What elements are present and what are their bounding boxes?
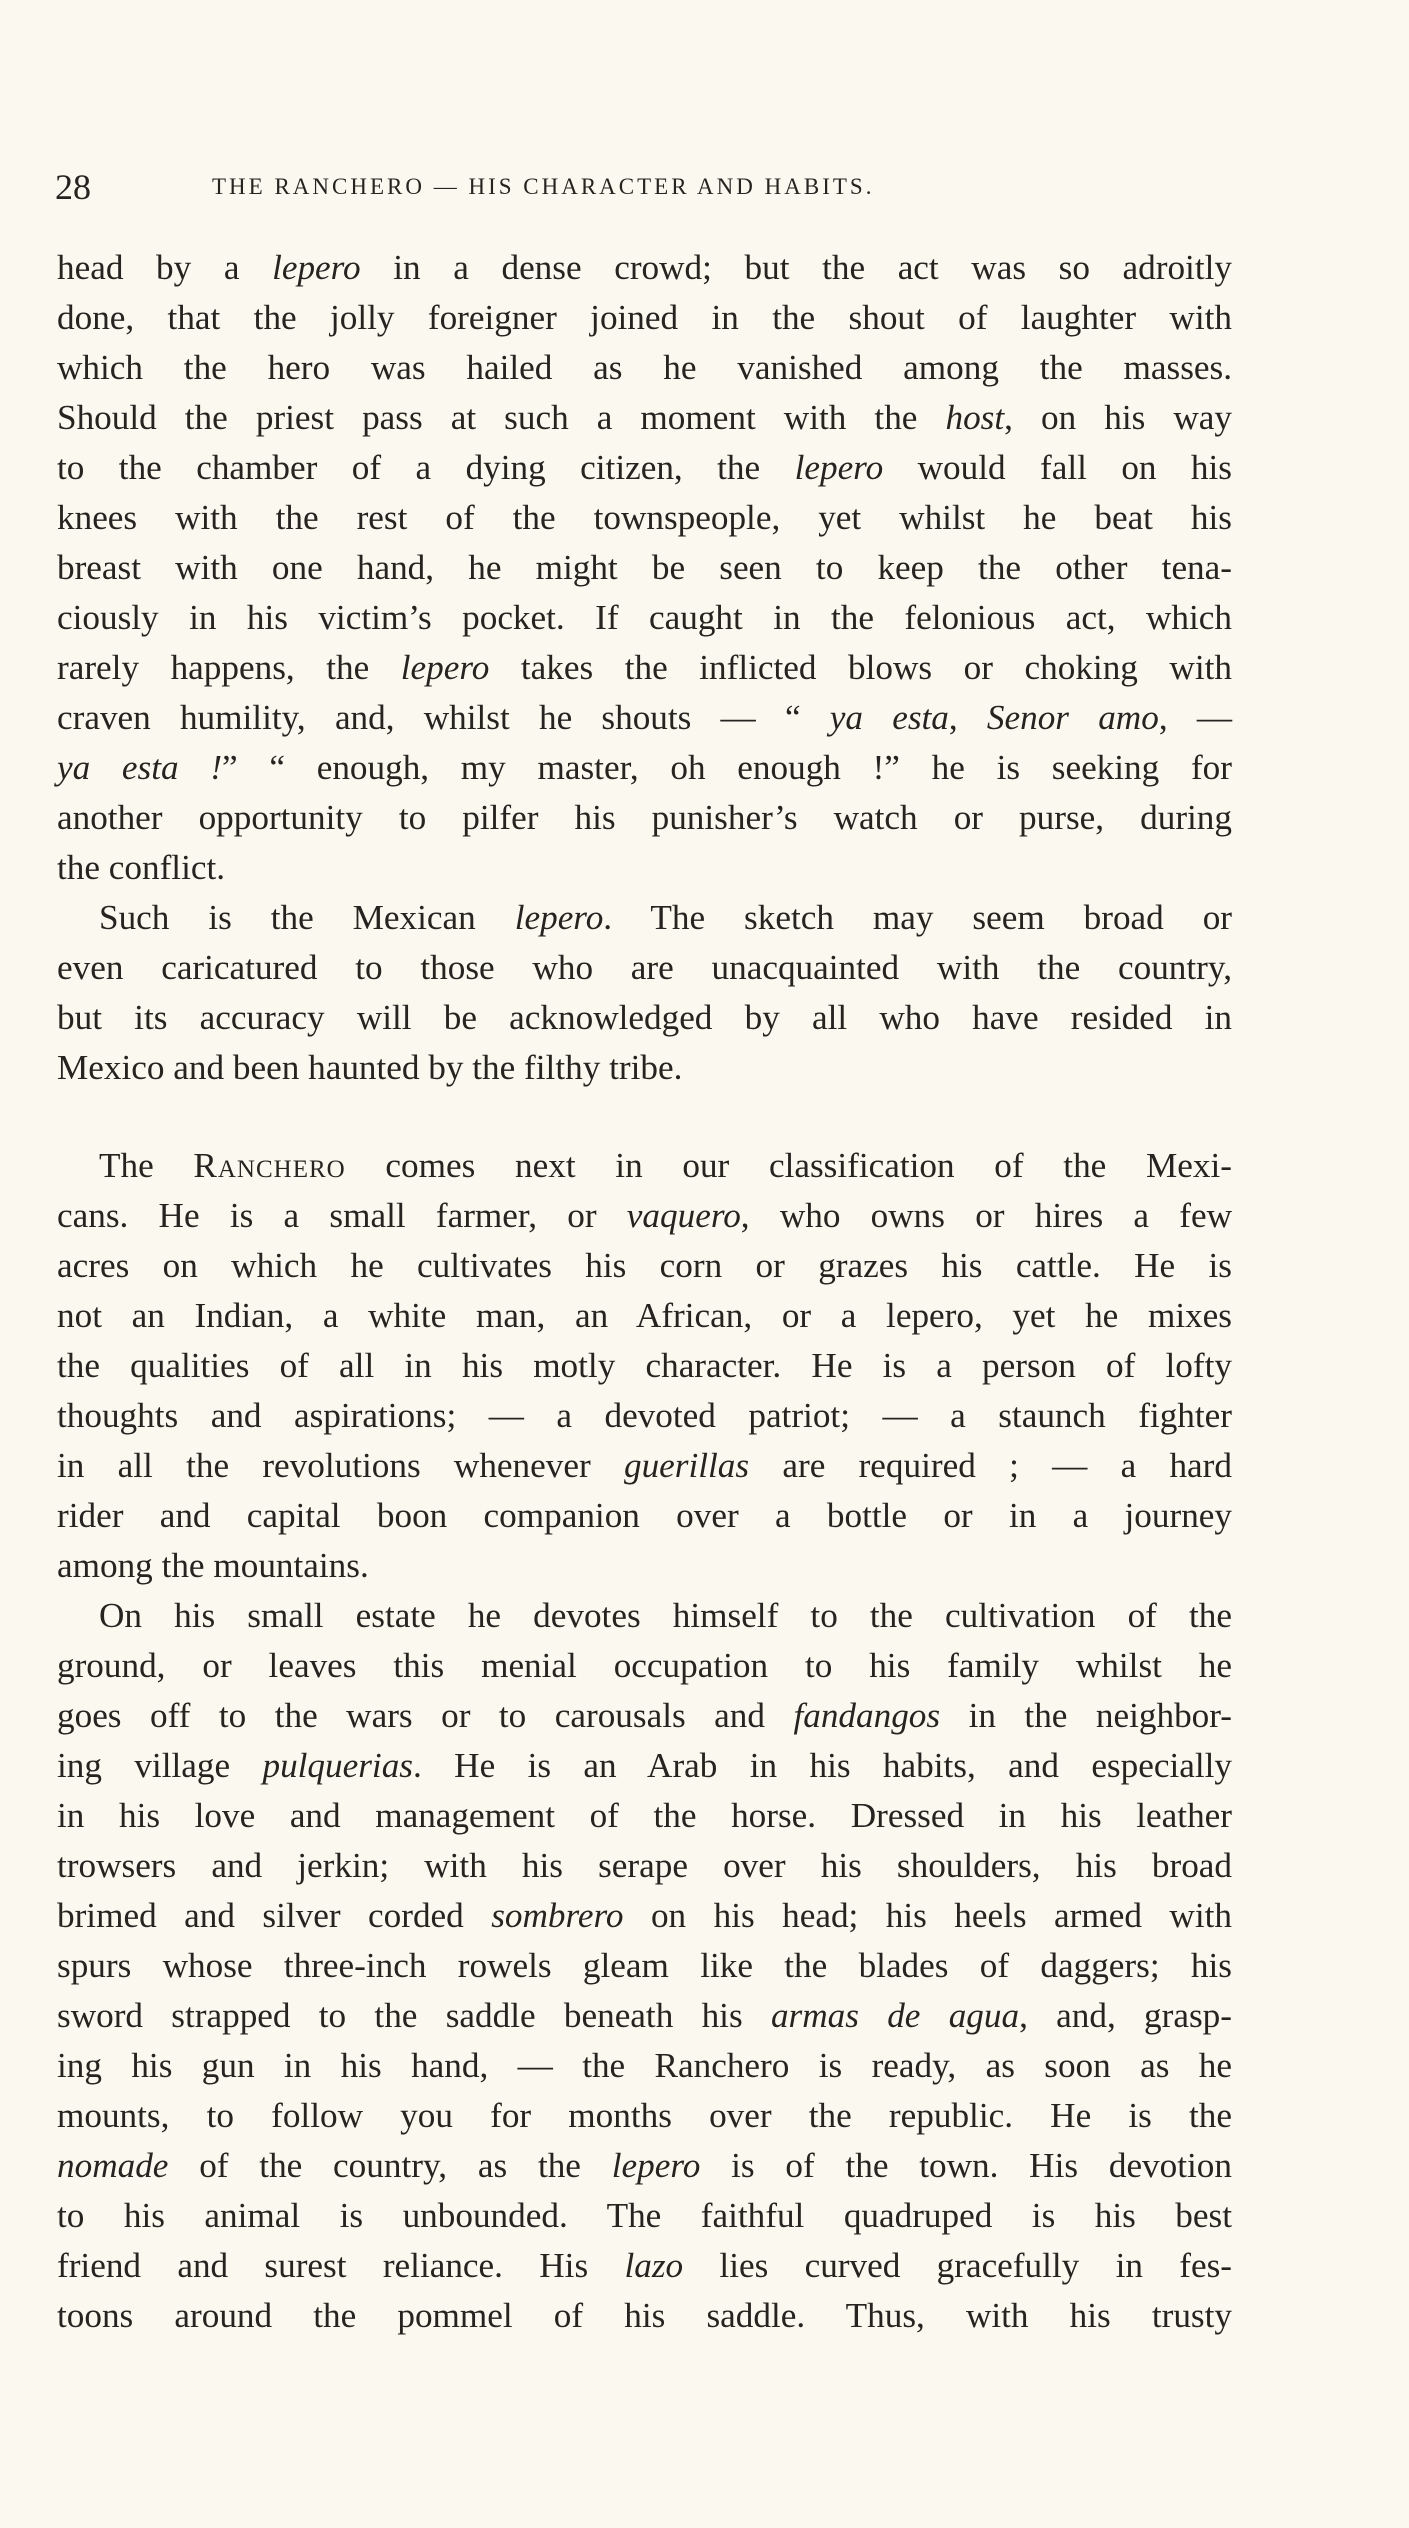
text-line: in his love and management of the horse. Dressed in his leather bbox=[57, 1796, 1232, 1835]
text-line: ing village pulquerias. He is an Arab in his habits, and especially bbox=[57, 1746, 1232, 1785]
text-line: rider and capital boon companion over a bottle or in a journey bbox=[57, 1496, 1232, 1535]
text-line: trowsers and jerkin; with his serape over his shoulders, his broad bbox=[57, 1846, 1232, 1885]
text-line: ya esta !” “ enough, my master, oh enough !” he is seeking for bbox=[57, 748, 1232, 787]
text-line: nomade of the country, as the lepero is of the town. His devotion bbox=[57, 2146, 1232, 2185]
text-line: among the mountains. bbox=[57, 1546, 369, 1585]
text-line: to the chamber of a dying citizen, the lepero would fall on his bbox=[57, 448, 1232, 487]
text-line: breast with one hand, he might be seen to keep the other tena- bbox=[57, 548, 1232, 587]
text-line: On his small estate he devotes himself to the cultivation of the bbox=[99, 1596, 1232, 1635]
text-line: in all the revolutions whenever guerillas are required ; — a hard bbox=[57, 1446, 1232, 1485]
page-number: 28 bbox=[55, 167, 91, 207]
text-line: which the hero was hailed as he vanished among the masses. bbox=[57, 348, 1232, 387]
body-text bbox=[57, 243, 1232, 2341]
text-line: head by a lepero in a dense crowd; but the act was so adroitly bbox=[57, 248, 1232, 287]
text-line: thoughts and aspirations; — a devoted patriot; — a staunch fighter bbox=[57, 1396, 1232, 1435]
running-head bbox=[55, 166, 1235, 210]
text-line: craven humility, and, whilst he shouts — “ ya esta, Senor amo, — bbox=[57, 698, 1233, 737]
text-line: spurs whose three-inch rowels gleam like the blades of daggers; his bbox=[57, 1946, 1232, 1985]
running-title: THE RANCHERO — HIS CHARACTER AND HABITS. bbox=[212, 174, 875, 199]
text-line: ing his gun in his hand, — the Ranchero is ready, as soon as he bbox=[57, 2046, 1232, 2085]
text-line: Such is the Mexican lepero. The sketch may seem broad or bbox=[99, 898, 1233, 937]
text-line: acres on which he cultivates his corn or grazes his cattle. He is bbox=[57, 1246, 1232, 1285]
text-line: goes off to the wars or to carousals and fandangos in the neighbor- bbox=[57, 1696, 1232, 1735]
text-line: toons around the pommel of his saddle. Thus, with his trusty bbox=[57, 2296, 1232, 2335]
text-line: not an Indian, a white man, an African, or a lepero, yet he mixes bbox=[57, 1296, 1232, 1335]
text-line: another opportunity to pilfer his punisher’s watch or purse, during bbox=[57, 798, 1232, 837]
text-line: knees with the rest of the townspeople, yet whilst he beat his bbox=[57, 498, 1232, 537]
text-line: the qualities of all in his motly character. He is a person of lofty bbox=[57, 1346, 1232, 1385]
text-line: rarely happens, the lepero takes the inflicted blows or choking with bbox=[57, 648, 1232, 687]
section-gap bbox=[57, 1093, 1232, 1141]
text-line: Should the priest pass at such a moment with the host, on his way bbox=[57, 398, 1232, 437]
text-line: friend and surest reliance. His lazo lies curved gracefully in fes- bbox=[57, 2246, 1232, 2285]
text-line: Mexico and been haunted by the filthy tribe. bbox=[57, 1048, 683, 1087]
text-line: ground, or leaves this menial occupation to his family whilst he bbox=[57, 1646, 1232, 1685]
text-line: mounts, to follow you for months over the republic. He is the bbox=[57, 2096, 1232, 2135]
text-line: ciously in his victim’s pocket. If caught in the felonious act, which bbox=[57, 598, 1232, 637]
text-line: even caricatured to those who are unacquainted with the country, bbox=[57, 948, 1232, 987]
text-line: cans. He is a small farmer, or vaquero, who owns or hires a few bbox=[57, 1196, 1232, 1235]
text-line: but its accuracy will be acknowledged by all who have resided in bbox=[57, 998, 1232, 1037]
text-line: The Ranchero comes next in our classification of the Mexi- bbox=[99, 1146, 1232, 1185]
text-line: done, that the jolly foreigner joined in the shout of laughter with bbox=[57, 298, 1232, 337]
text-line: sword strapped to the saddle beneath his armas de agua, and, grasp- bbox=[57, 1996, 1232, 2035]
text-line: to his animal is unbounded. The faithful quadruped is his best bbox=[57, 2196, 1232, 2235]
text-line: the conflict. bbox=[57, 848, 226, 887]
text-line: brimed and silver corded sombrero on his head; his heels armed with bbox=[57, 1896, 1232, 1935]
